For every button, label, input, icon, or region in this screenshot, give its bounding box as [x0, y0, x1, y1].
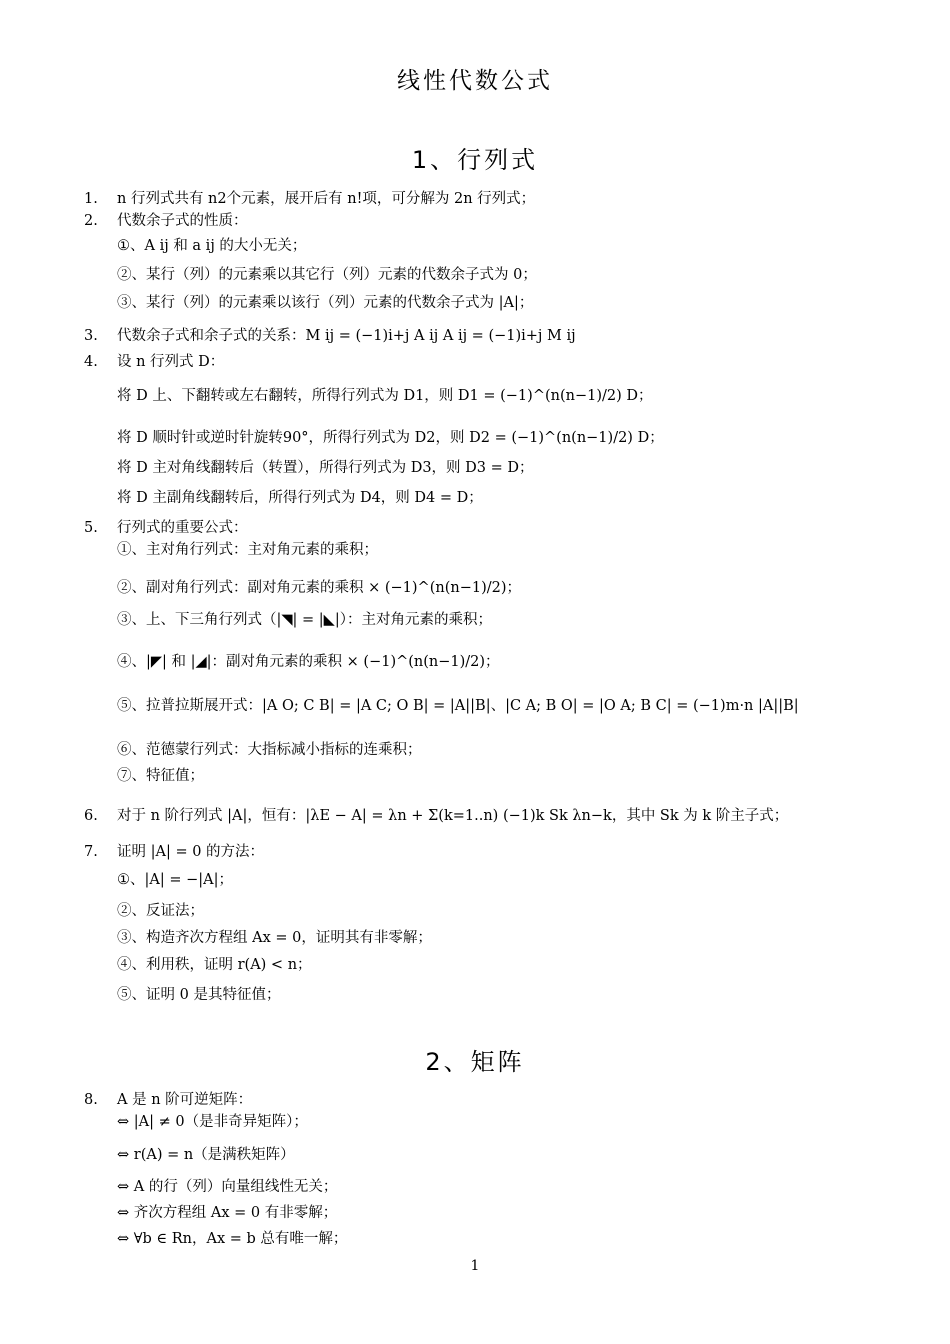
- item-number: 8.: [84, 1092, 98, 1108]
- sub-item-text: ⑦、特征值；: [117, 768, 204, 784]
- sub-item-text: 将 D 主副角线翻转后，所得行列式为 D4，则 D4 = D；: [117, 490, 483, 506]
- sub-item-text: 将 D 主对角线翻转后（转置），所得行列式为 D3，则 D3 = D；: [117, 460, 534, 476]
- sub-item-text: ⇔ r(A) = n（是满秩矩阵）: [117, 1147, 295, 1163]
- section-title-matrix: 2、矩阵: [425, 1048, 525, 1076]
- sub-item-text: ⇔ |A| ≠ 0（是非奇异矩阵）；: [117, 1114, 308, 1130]
- item-number: 6.: [84, 808, 98, 824]
- page-number: 1: [470, 1258, 480, 1274]
- section-title-determinant: 1、行列式: [411, 146, 539, 174]
- item-text: 行列式的重要公式：: [117, 520, 248, 536]
- item-text: 代数余子式的性质：: [117, 213, 248, 229]
- item-number: 4.: [84, 354, 98, 370]
- item-text: 对于 n 阶行列式 |A|，恒有：|λE − A| = λn + Σ(k=1..n) (−1)k Sk λn−k，其中 Sk 为 k 阶主子式；: [117, 808, 789, 824]
- document-title: 线性代数公式: [397, 68, 553, 94]
- sub-item-text: ③、某行（列）的元素乘以该行（列）元素的代数余子式为 |A|；: [117, 295, 534, 311]
- sub-item-text: ②、反证法；: [117, 903, 204, 919]
- sub-item-text: ③、构造齐次方程组 Ax = 0，证明其有非零解；: [117, 930, 432, 946]
- sub-item-text: ⇔ 齐次方程组 Ax = 0 有非零解；: [117, 1205, 338, 1221]
- item-text: 证明 |A| = 0 的方法：: [117, 844, 265, 860]
- sub-item-text: ⇔ A 的行（列）向量组线性无关；: [117, 1179, 338, 1195]
- item-number: 5.: [84, 520, 98, 536]
- sub-item-text: ④、利用秩，证明 r(A) < n；: [117, 957, 312, 973]
- sub-item-text: ⑤、拉普拉斯展开式：|A O; C B| = |A C; O B| = |A||B|、|C A; B O| = |O A; B C| = (−1)m·n |A||B|: [117, 698, 799, 714]
- sub-item-text: ③、上、下三角行列式（|◥| = |◣|）：主对角元素的乘积；: [117, 612, 492, 628]
- item-text: 设 n 行列式 D：: [117, 354, 225, 370]
- sub-item-text: 将 D 顺时针或逆时针旋转90°，所得行列式为 D2，则 D2 = (−1)^(n(n−1)/2) D；: [117, 430, 664, 446]
- sub-item-text: 将 D 上、下翻转或左右翻转，所得行列式为 D1，则 D1 = (−1)^(n(n−1)/2) D；: [117, 388, 653, 404]
- item-text: A 是 n 阶可逆矩阵：: [117, 1092, 253, 1108]
- sub-item-text: ⑤、证明 0 是其特征值；: [117, 987, 281, 1003]
- sub-item-text: ①、|A| = −|A|；: [117, 872, 233, 888]
- sub-item-text: ⇔ ∀b ∈ Rn，Ax = b 总有唯一解；: [117, 1231, 348, 1247]
- item-text: 代数余子式和余子式的关系：M ij = (−1)i+j A ij A ij = (−1)i+j M ij: [117, 328, 576, 344]
- item-number: 3.: [84, 328, 98, 344]
- item-number: 1.: [84, 191, 98, 207]
- item-number: 7.: [84, 844, 98, 860]
- item-number: 2.: [84, 213, 98, 229]
- sub-item-text: ①、主对角行列式：主对角元素的乘积；: [117, 542, 378, 558]
- sub-item-text: ⑥、范德蒙行列式：大指标减小指标的连乘积；: [117, 742, 422, 758]
- sub-item-text: ①、A ij 和 a ij 的大小无关；: [117, 238, 307, 254]
- sub-item-text: ④、|◤| 和 |◢|：副对角元素的乘积 × (−1)^(n(n−1)/2)；: [117, 654, 500, 670]
- sub-item-text: ②、某行（列）的元素乘以其它行（列）元素的代数余子式为 0；: [117, 267, 537, 283]
- item-text: n 行列式共有 n2个元素，展开后有 n!项，可分解为 2n 行列式；: [117, 191, 536, 207]
- sub-item-text: ②、副对角行列式：副对角元素的乘积 × (−1)^(n(n−1)/2)；: [117, 580, 521, 596]
